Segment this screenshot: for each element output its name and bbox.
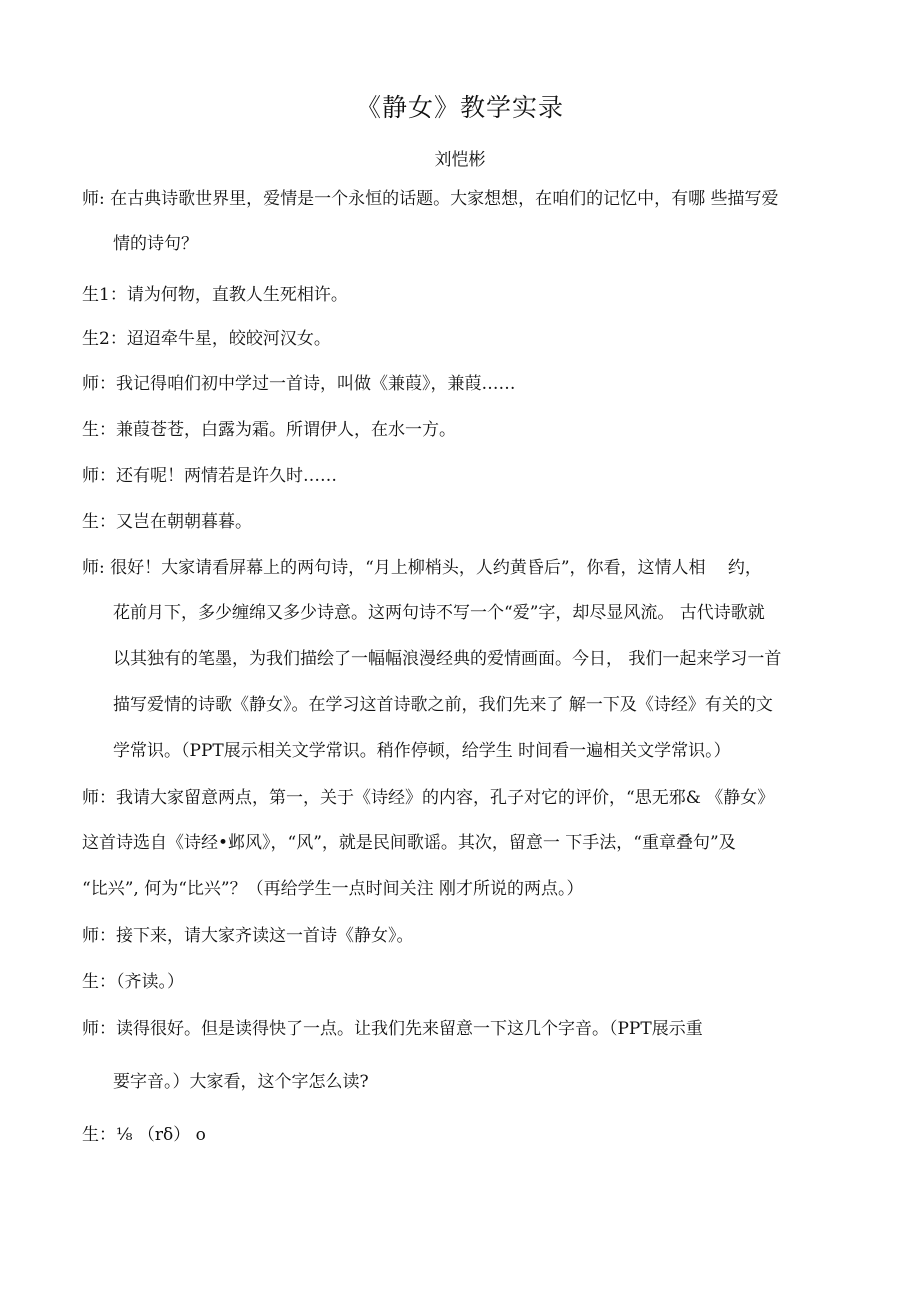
paragraph-line: 以其独有的笔墨，为我们描绘了一幅幅浪漫经典的爱情画面。今日， 我们一起来学习一首 [113, 649, 782, 669]
paragraph-line: 师：接下来，请大家齐读这一首诗《静女》。 [82, 926, 414, 946]
paragraph-line: 师：我记得咱们初中学过一首诗，叫做《兼葭》，兼葭…… [82, 374, 516, 394]
paragraph-line: 要字音。）大家看，这个字怎么读? [113, 1072, 369, 1092]
paragraph-line: 这首诗选自《诗经•邺风》，“风”，就是民间歌谣。其次，留意一 下手法，“重章叠句”及 [82, 833, 736, 853]
paragraph-line: 师：还有呢！两情若是许久时…… [82, 466, 337, 486]
paragraph-line: 情的诗句？ [113, 234, 198, 254]
paragraph-line: “比兴”, 何为“比兴”？（再给学生一点时间关注 刚才所说的两点。） [82, 879, 584, 899]
paragraph-line: 生2：迢迢牵牛星，皎皎河汉女。 [82, 329, 331, 349]
paragraph-line: 师: 在古典诗歌世界里，爱情是一个永恒的话题。大家想想，在咱们的记忆中，有哪 些描写爱 [82, 189, 779, 209]
paragraph-line: 师: 很好！大家请看屏幕上的两句诗，“月上柳梢头，人约黄昏后”，你看，这情人相 约， [82, 558, 762, 578]
paragraph-line: 生：又岂在朝朝暮暮。 [82, 512, 252, 532]
paragraph-line: 师：读得很好。但是读得快了一点。让我们先来留意一下这几个字音。（PPT展示重 [82, 1019, 703, 1039]
document-title: 《静女》教学实录 [355, 93, 564, 122]
paragraph-line: 生：兼葭苍苍，白露为霜。所谓伊人，在水一方。 [82, 420, 456, 440]
paragraph-line: 生：⅛ （rδ） o [82, 1125, 206, 1145]
document-author: 刘恺彬 [434, 150, 486, 170]
paragraph-line: 生1：请为何物，直教人生死相许。 [82, 285, 348, 305]
paragraph-line: 师：我请大家留意两点，第一，关于《诗经》的内容，孔子对它的评价，“思无邪& 《静女》 [82, 788, 775, 808]
paragraph-line: 花前月下，多少缠绵又多少诗意。这两句诗不写一个“爱”字，却尽显风流。 古代诗歌就 [113, 603, 765, 623]
paragraph-line: 描写爱情的诗歌《静女》。在学习这首诗歌之前，我们先来了 解一下及《诗经》有关的文 [113, 695, 773, 715]
paragraph-line: 学常识。（PPT展示相关文学常识。稍作停顿，给学生 时间看一遍相关文学常识。） [113, 741, 731, 761]
paragraph-line: 生：（齐读。） [82, 972, 184, 992]
